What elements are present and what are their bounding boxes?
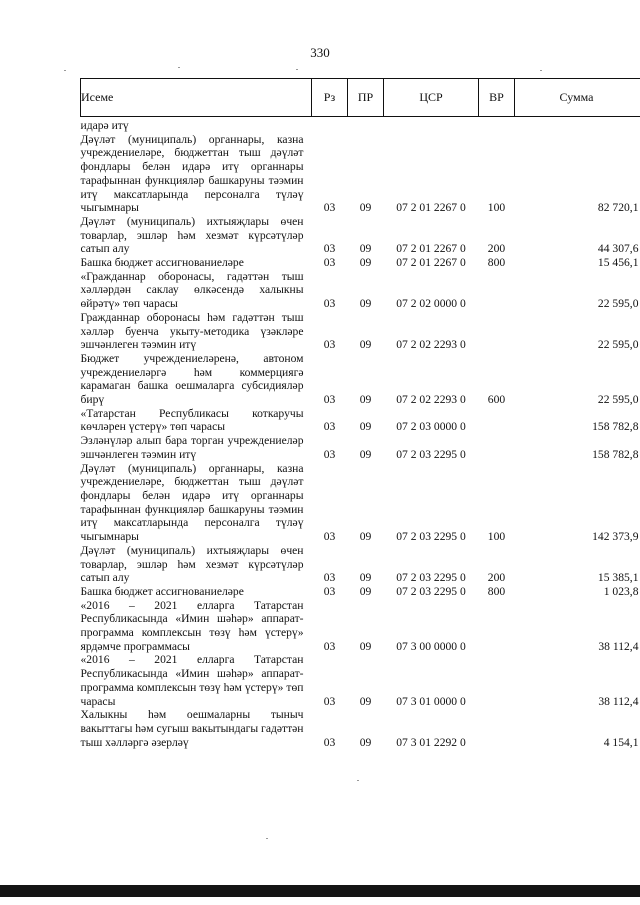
row-vr: 800	[487, 584, 506, 598]
row-vr	[479, 653, 515, 708]
header-sum: Сумма	[515, 79, 640, 117]
row-pr: 09	[359, 338, 372, 352]
row-sum: 158 782,8	[592, 447, 639, 461]
row-pr: 09	[359, 584, 372, 598]
row-rz: 03	[323, 338, 336, 352]
row-csr: 07 3 00 0000 0	[396, 639, 466, 653]
header-rz: Рз	[312, 79, 348, 117]
row-csr: 07 2 03 2295 0	[396, 571, 466, 585]
row-vr	[479, 708, 515, 749]
row-sum	[515, 117, 640, 133]
table-row	[81, 311, 640, 352]
row-csr	[384, 117, 479, 133]
row-vr: 200	[487, 242, 506, 256]
row-pr: 09	[359, 530, 372, 544]
table-row	[81, 708, 640, 749]
row-name: Халыкны һәм оешмаларны тыныч вакыттагы һәм сугыш вакытындагы гадәттән тыш хәлләргә әзерләү	[80, 708, 304, 749]
row-pr: 09	[359, 297, 372, 311]
row-name: «2016 – 2021 елларга Татарстан Республикасында «Имин шәһәр» аппарат-программа комплексын төзү һәм үстерү» ярдәмче программасы	[80, 598, 304, 653]
row-csr: 07 3 01 2292 0	[396, 735, 466, 749]
row-sum: 22 595,0	[597, 338, 639, 352]
table-row	[81, 462, 640, 544]
row-sum: 22 595,0	[597, 393, 639, 407]
row-name: «Татарстан Республикасы коткаручы көчләрен үстерү» төп чарасы	[80, 406, 304, 434]
row-vr: 100	[487, 530, 506, 544]
row-name: Дәүләт (муниципаль) ихтыяҗлары өчен товарлар, эшләр һәм хезмәт күрсәтүләр сатып алу	[80, 543, 304, 585]
row-vr	[479, 599, 515, 654]
row-csr: 07 2 03 2295 0	[396, 447, 466, 461]
row-rz: 03	[323, 694, 336, 708]
row-sum: 38 112,4	[598, 694, 639, 708]
row-pr: 09	[359, 639, 372, 653]
table-row	[81, 352, 640, 407]
row-csr: 07 2 03 2295 0	[396, 584, 466, 598]
row-name: Дәүләт (муниципаль) органнары, казна учреждениеләре, бюджеттан тыш дәүләт фондлары белән идарә итү органнары тарафыннан функцияләр башкаруны тәэмин итү максатларында персоналга түләү чыгымнары	[80, 132, 304, 215]
row-vr: 600	[487, 393, 506, 407]
row-rz	[312, 117, 348, 133]
row-pr: 09	[359, 201, 372, 215]
row-csr: 07 2 01 2267 0	[396, 201, 466, 215]
row-vr: 800	[487, 256, 506, 270]
row-csr: 07 2 02 0000 0	[396, 297, 466, 311]
row-name: Дәүләт (муниципаль) органнары, казна учреждениеләре, бюджеттан тыш дәүләт фондлары белән идарә итү органнары тарафыннан функцияләр башкаруны тәэмин итү максатларында персоналга түләү чыгымнары	[80, 461, 304, 544]
table-row	[81, 117, 640, 133]
row-sum: 38 112,4	[598, 639, 639, 653]
row-sum: 15 456,1	[597, 256, 639, 270]
page-number: 330	[310, 45, 330, 60]
table-row	[81, 585, 640, 599]
row-rz: 03	[323, 447, 336, 461]
row-rz: 03	[323, 735, 336, 749]
header-name: Исеме	[81, 79, 312, 117]
row-name: Дәүләт (муниципаль) ихтыяҗлары өчен товарлар, эшләр һәм хезмәт күрсәтүләр сатып алу	[80, 214, 304, 256]
row-sum: 4 154,1	[603, 735, 639, 749]
table-row	[81, 407, 640, 434]
table-row	[81, 215, 640, 256]
budget-table	[80, 78, 640, 749]
row-rz: 03	[323, 584, 336, 598]
row-rz: 03	[323, 639, 336, 653]
row-sum: 142 373,9	[592, 530, 639, 544]
row-rz: 03	[323, 393, 336, 407]
row-pr: 09	[359, 694, 372, 708]
row-csr: 07 3 01 0000 0	[396, 694, 466, 708]
row-pr: 09	[359, 242, 372, 256]
row-sum: 22 595,0	[597, 297, 639, 311]
table-row	[81, 653, 640, 708]
row-name: идарә итү	[80, 119, 129, 132]
row-csr: 07 2 01 2267 0	[396, 242, 466, 256]
table-row	[81, 544, 640, 585]
table-row	[81, 133, 640, 215]
row-rz: 03	[323, 256, 336, 270]
row-pr: 09	[359, 256, 372, 270]
scan-speck	[357, 780, 359, 781]
row-name: «Гражданнар оборонасы, гадәттән тыш хәлләрдән саклау өлкәсендә халыкны өйрәтү» төп чарасы	[80, 269, 304, 311]
row-pr: 09	[359, 571, 372, 585]
row-rz: 03	[323, 242, 336, 256]
row-pr: 09	[359, 447, 372, 461]
row-sum: 15 385,1	[597, 571, 639, 585]
row-name: Башка бюджет ассигнованиеләре	[80, 256, 244, 270]
row-sum: 44 307,6	[597, 242, 639, 256]
row-csr: 07 2 02 2293 0	[396, 393, 466, 407]
table-row	[81, 256, 640, 270]
row-pr	[348, 117, 384, 133]
row-pr: 09	[359, 735, 372, 749]
row-sum: 1 023,8	[603, 584, 639, 598]
row-vr	[479, 407, 515, 434]
scan-speck	[540, 70, 542, 71]
row-sum: 82 720,1	[597, 201, 639, 215]
row-rz: 03	[323, 420, 336, 434]
row-pr: 09	[359, 420, 372, 434]
row-vr	[479, 270, 515, 311]
row-csr: 07 2 02 2293 0	[396, 338, 466, 352]
row-vr	[479, 311, 515, 352]
row-rz: 03	[323, 530, 336, 544]
row-sum: 158 782,8	[592, 420, 639, 434]
row-vr	[479, 117, 515, 133]
table-row	[81, 270, 640, 311]
row-vr	[479, 434, 515, 461]
row-rz: 03	[323, 571, 336, 585]
row-vr: 200	[487, 571, 506, 585]
scan-edge-bar	[0, 885, 640, 897]
row-name: Эзләнүләр алып бара торган учреждениеләр эшчәнлеген тәэмин итү	[80, 434, 304, 461]
scan-speck	[178, 67, 180, 68]
row-vr: 100	[487, 201, 506, 215]
header-csr: ЦСР	[384, 79, 479, 117]
scan-speck	[266, 838, 268, 839]
table-header-row	[81, 79, 640, 117]
scan-speck	[64, 70, 66, 71]
header-pr: ПР	[348, 79, 384, 117]
table-body	[81, 117, 640, 750]
row-name: Бюджет учреждениеләренә, автоном учреждениеләргә һәм коммерциягә карамаган башка оешмаларга субсидияләр бирү	[80, 351, 304, 407]
row-rz: 03	[323, 201, 336, 215]
row-csr: 07 2 03 2295 0	[396, 530, 466, 544]
row-name: Башка бюджет ассигнованиеләре	[80, 584, 244, 598]
scan-speck	[296, 69, 298, 70]
row-name: «2016 – 2021 елларга Татарстан Республикасында «Имин шәһәр» аппарат-программа комплексын төзү һәм үстерү» төп чарасы	[80, 653, 304, 708]
row-name: Гражданнар оборонасы һәм гадәттән тыш хәлләр буенча укыту-методика үзәкләре эшчәнлеген тәэмин итү	[80, 310, 304, 352]
row-rz: 03	[323, 297, 336, 311]
row-csr: 07 2 03 0000 0	[396, 420, 466, 434]
table-row	[81, 434, 640, 461]
table-row	[81, 599, 640, 654]
header-vr: ВР	[479, 79, 515, 117]
row-pr: 09	[359, 393, 372, 407]
row-csr: 07 2 01 2267 0	[396, 256, 466, 270]
